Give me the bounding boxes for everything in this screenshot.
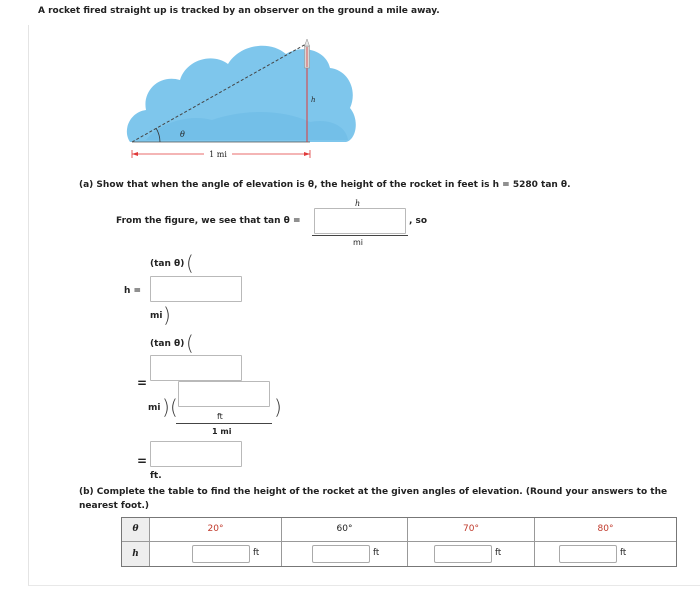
part-b-prompt-line2: nearest foot.) — [79, 501, 150, 511]
unit-label: ft — [373, 548, 380, 558]
table-header-theta — [122, 518, 150, 542]
step2-unit: mi — [148, 403, 161, 413]
step3-input[interactable] — [150, 441, 242, 467]
height-label: h — [311, 96, 316, 104]
conversion-fraction-bar — [176, 423, 272, 424]
step2-multiply-paren: ) — [162, 395, 170, 419]
height-cell-20 — [150, 542, 282, 566]
conversion-open-paren: ( — [170, 395, 178, 419]
rocket-icon — [305, 39, 310, 68]
frac-denominator: mi — [353, 238, 364, 247]
step1-unit: mi — [150, 311, 163, 321]
step2-input[interactable] — [150, 355, 242, 381]
height-input-80[interactable] — [559, 545, 617, 563]
unit-label: ft — [495, 548, 502, 558]
height-table — [121, 517, 677, 567]
part-a-prompt: (a) Show that when the angle of elevation is θ, the height of the rocket in feet is h = 5280 tan θ. — [79, 180, 571, 190]
frac-numerator: h — [355, 199, 361, 208]
table-header-h — [122, 542, 150, 566]
step2-open-paren: ( — [186, 331, 194, 355]
step2-tan-label: (tan θ) — [150, 339, 185, 349]
step1-close-paren: ) — [163, 303, 171, 327]
part-b-prompt-line1: (b) Complete the table to find the height of the rocket at the given angles of elevation. (Round your answers to the — [79, 487, 668, 497]
angle-header-20: 20° — [150, 518, 282, 542]
problem-intro: A rocket fired straight up is tracked by an observer on the ground a mile away. — [38, 6, 440, 16]
step3-unit: ft. — [150, 471, 162, 481]
angle-label: θ — [180, 130, 185, 139]
height-cell-80 — [535, 542, 676, 566]
height-cell-70 — [408, 542, 535, 566]
unit-label: ft — [620, 548, 627, 558]
so-text: , so — [409, 216, 428, 226]
step1-input[interactable] — [150, 276, 242, 302]
angle-header-60: 60° — [282, 518, 408, 542]
theta-symbol: θ — [132, 524, 139, 534]
h-label: h = — [124, 286, 142, 296]
step1-open-paren: ( — [186, 251, 194, 275]
height-input-70[interactable] — [434, 545, 492, 563]
height-input-20[interactable] — [192, 545, 250, 563]
h-symbol: h — [132, 549, 139, 559]
from-figure-text: From the figure, we see that tan θ = — [116, 216, 301, 226]
unit-label: ft — [253, 548, 260, 558]
conversion-numerator-unit: ft — [217, 412, 223, 421]
angle-header-70: 70° — [408, 518, 535, 542]
fraction-bar — [312, 235, 408, 236]
conversion-input[interactable] — [178, 381, 270, 407]
step3-equals: = — [137, 454, 148, 468]
step1-tan-label: (tan θ) — [150, 259, 185, 269]
height-cell-60 — [282, 542, 408, 566]
angle-header-80: 80° — [535, 518, 676, 542]
height-input-60[interactable] — [312, 545, 370, 563]
conversion-close-paren: ) — [274, 395, 282, 419]
rocket-figure — [120, 30, 360, 170]
conversion-denominator: 1 mi — [212, 427, 232, 436]
step2-equals: = — [137, 376, 148, 390]
tan-theta-numerator-input[interactable] — [314, 208, 406, 234]
distance-label: 1 mi — [209, 150, 227, 159]
